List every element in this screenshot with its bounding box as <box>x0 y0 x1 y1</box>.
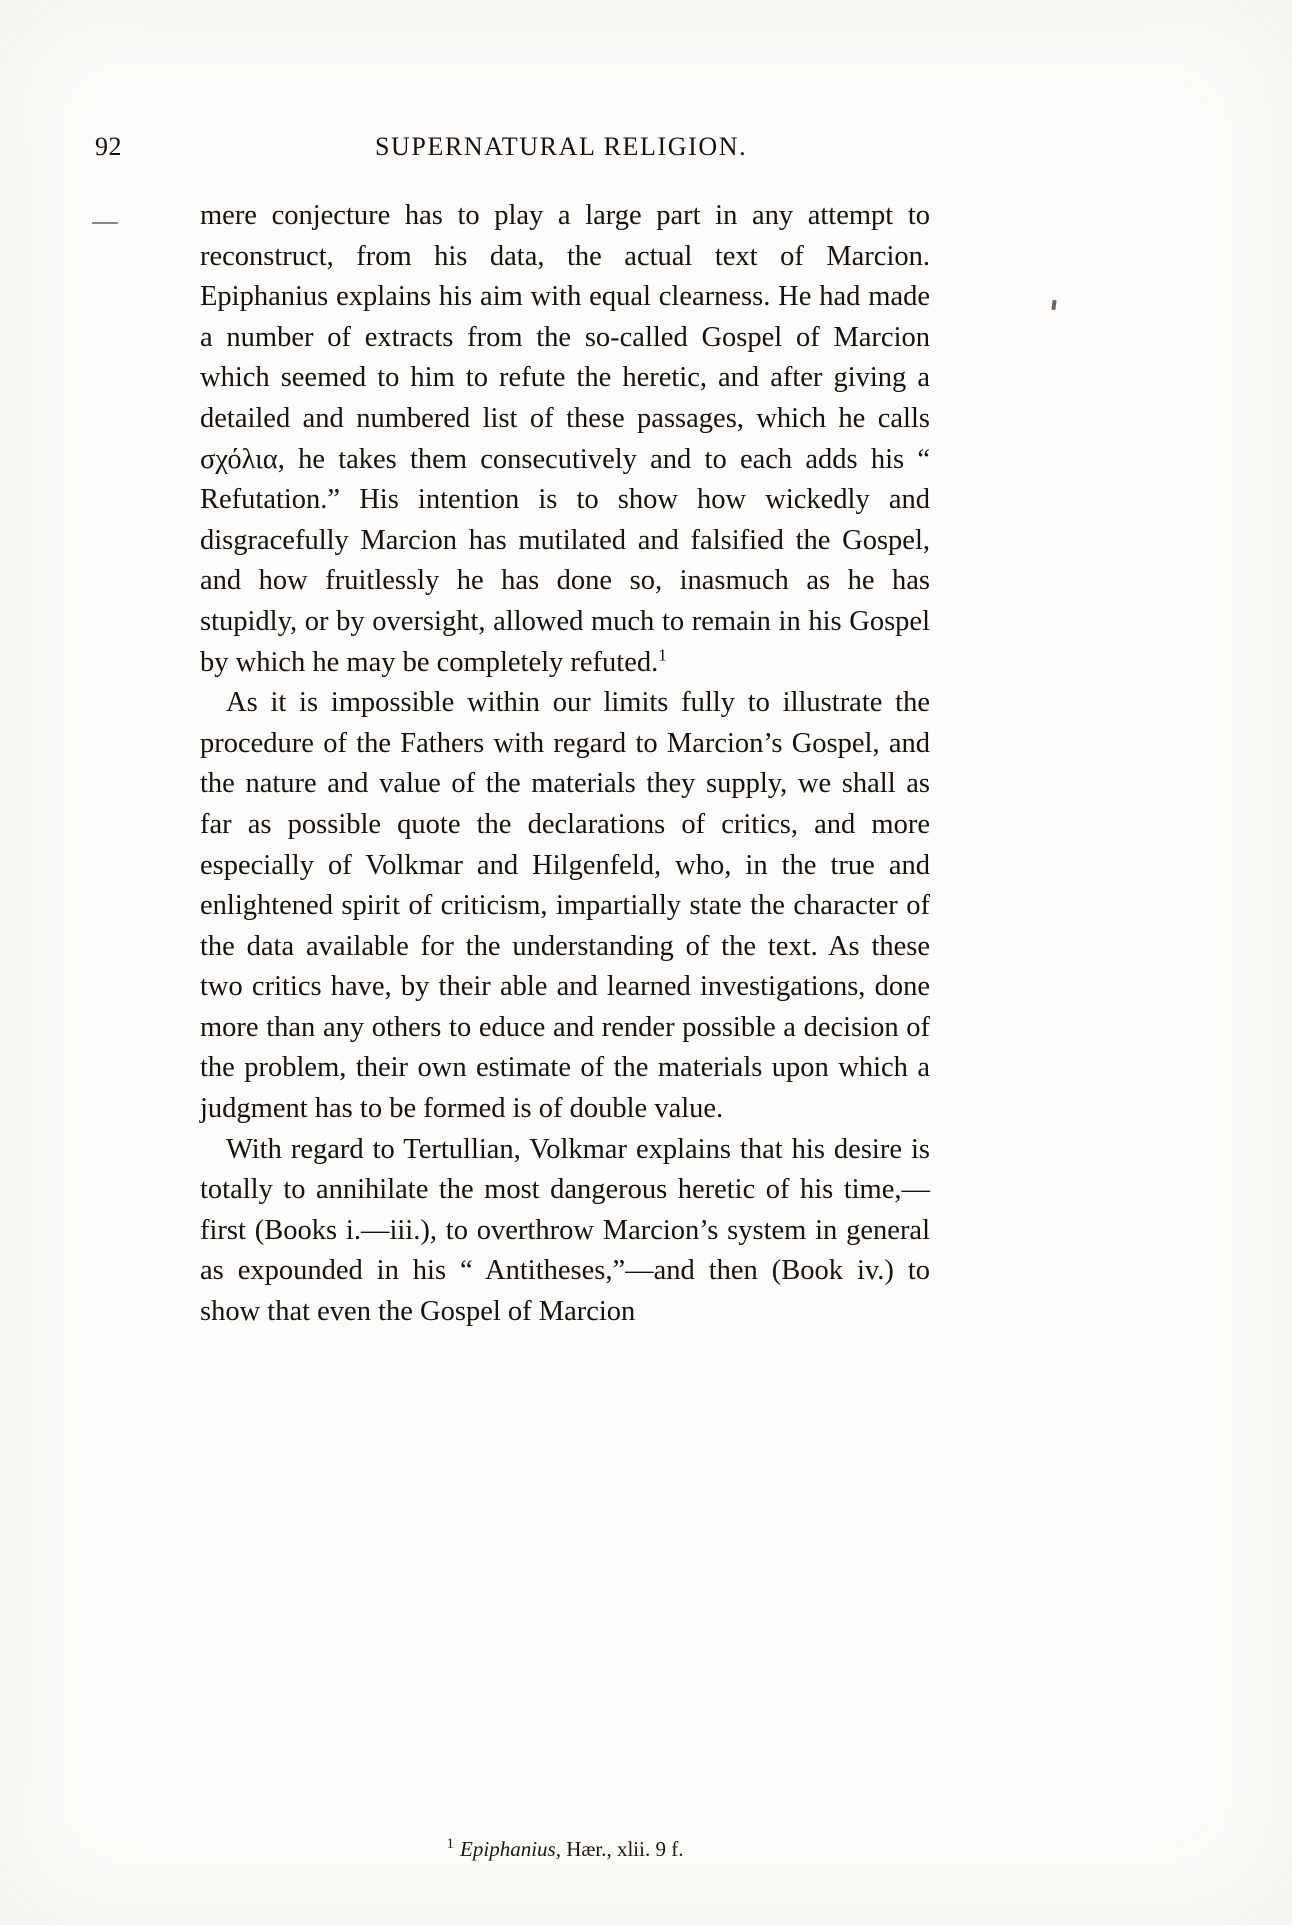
page-number: 92 <box>95 132 122 161</box>
paragraph-1 <box>200 196 930 683</box>
paragraph-3 <box>200 1130 930 1333</box>
footnote-reference: 1 <box>658 645 667 665</box>
footnote <box>200 1836 930 1862</box>
paragraph-3-text: With regard to Tertullian, Volkmar explains that his desire is totally to annihilate the most dangerous heretic of his time,—first (Books i.—iii.), to overthrow Marcion’s system in general as expounded in his “ Antitheses,”—and then (Book iv.) to show that even the Gospel of Marcion <box>200 1133 930 1328</box>
footnote-source-title: Epiphanius, <box>460 1837 561 1861</box>
footnote-marker: 1 <box>446 1836 455 1852</box>
footnote-source-detail: Hær., xlii. 9 f. <box>560 1837 684 1861</box>
paragraph-2-text: As it is impossible within our limits fully to illustrate the procedure of the Fathers with regard to Marcion’s Gospel, and the nature and value of the materials they supply, we shall as far as possible quote the declarations of critics, and more especially of Volkmar and Hilgenfeld, who, in the true and enlightened spirit of criticism, impartially state the character of the data available for the understanding of the text. As these two critics have, by their able and learned investigations, done more than any others to educe and render possible a decision of the problem, their own estimate of the materials upon which a judgment has to be formed is of double value. <box>200 687 930 1125</box>
margin-dash <box>92 222 118 224</box>
ink-speck <box>1051 300 1056 310</box>
body-text-column <box>200 196 930 1333</box>
page-header <box>95 132 1195 166</box>
paragraph-2 <box>200 683 930 1130</box>
paragraph-1-text: mere conjecture has to play a large part in any attempt to reconstruct, from his data, the actual text of Marcion. Epiphanius explains his aim with equal clearness. He had made a number of extracts from the so-called Gospel of Marcion which seemed to him to refute the heretic, and after giving a detailed and numbered list of these passages, which he calls σχόλια, he takes them consecutively and to each adds his “ Refutation.” His intention is to show how wickedly and disgracefully Marcion has mutilated and falsified the Gospel, and how fruitlessly he has done so, inasmuch as he has stupidly, or by oversight, allowed much to remain in his Gospel by which he may be completely refuted. <box>200 200 930 678</box>
running-head: SUPERNATURAL RELIGION. <box>375 132 748 161</box>
